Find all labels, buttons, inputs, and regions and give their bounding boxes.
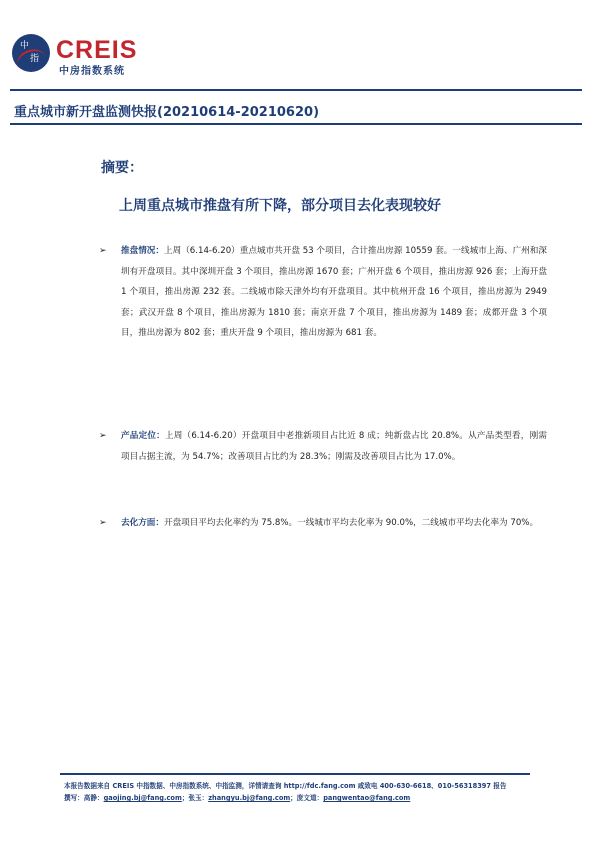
bullet-text: 上周（6.14-6.20）开盘项目中老推新项目占比近 8 成；纯新盘占比 20.8%。从产品类型看，刚需项目占据主流，为 54.7%；改善项目占比约为 28.3%；刚需及改善项目占比为 17.0%。 (121, 431, 547, 462)
summary-headline: 上周重点城市推盘有所下降，部分项目去化表现较好 (119, 198, 441, 214)
bullet-lead: 去化方面： (121, 518, 164, 528)
bullet-body (121, 241, 547, 344)
arrow-bullet-icon: ➢ (99, 518, 107, 528)
footer-divider (60, 773, 530, 775)
footer-authors (64, 792, 410, 802)
report-title: 重点城市新开盘监测快报(20210614-20210620) (14, 105, 320, 120)
email-link[interactable]: zhangyu.bj@fang.com (208, 794, 291, 802)
bullet-body (121, 513, 547, 534)
arrow-bullet-icon: ➢ (99, 431, 107, 441)
email-link[interactable]: gaojing.bj@fang.com (103, 794, 182, 802)
bullet-text: 上周（6.14-6.20）重点城市共开盘 53 个项目，合计推出房源 10559 套。一线城市上海、广州和深圳有开盘项目。其中深圳开盘 3 个项目，推出房源 1670 套；广州开盘 6 个项目，推出房源 926 套；上海开盘 1 个项目，推出房源 232 套。二线城市除天津外均有开盘项目。其中杭州开盘 16 个项目，推出房源为 2949 套；武汉开盘 8 个项目，推出房源为 1810 套；南京开盘 7 个项目，推出房源为 1489 套；成都开盘 3 个项目，推出房源为 802 套；重庆开盘 9 个项目，推出房源为 681 套。 (121, 246, 547, 338)
bullet-supply (99, 241, 547, 344)
bullet-absorption (99, 513, 547, 534)
authors-separator: ；张玉： (181, 794, 209, 802)
creis-logo (10, 32, 160, 76)
authors-separator: ；庞文道： (290, 794, 324, 802)
authors-prefix: 撰写：高静： (64, 794, 104, 802)
arrow-bullet-icon: ➢ (99, 246, 107, 256)
bullet-lead: 推盘情况： (121, 246, 164, 256)
logo-subtitle: 中房指数系统 (59, 66, 125, 77)
logo-wordmark: CREIS (56, 36, 138, 64)
footer-source-note: 本报告数据来自 CREIS 中指数据、中房指数系统、中指监测，详情请查询 http://fdc.fang.com 咸致电 400-630-6618、010-56318397 报告 (64, 782, 507, 790)
logo-seal-char: 指 (30, 54, 40, 64)
summary-label: 摘要： (101, 160, 143, 176)
title-divider (10, 123, 582, 125)
header-divider (10, 89, 582, 91)
logo-seal-char: 中 (20, 41, 30, 51)
logo-seal (12, 34, 50, 72)
bullet-body (121, 426, 547, 467)
bullet-text: 开盘项目平均去化率约为 75.8%。一线城市平均去化率为 90.0%，二线城市平均去化率为 70%。 (163, 518, 539, 528)
bullet-product (99, 426, 547, 467)
bullet-lead: 产品定位： (121, 431, 165, 441)
email-link[interactable]: pangwentao@fang.com (323, 794, 411, 802)
